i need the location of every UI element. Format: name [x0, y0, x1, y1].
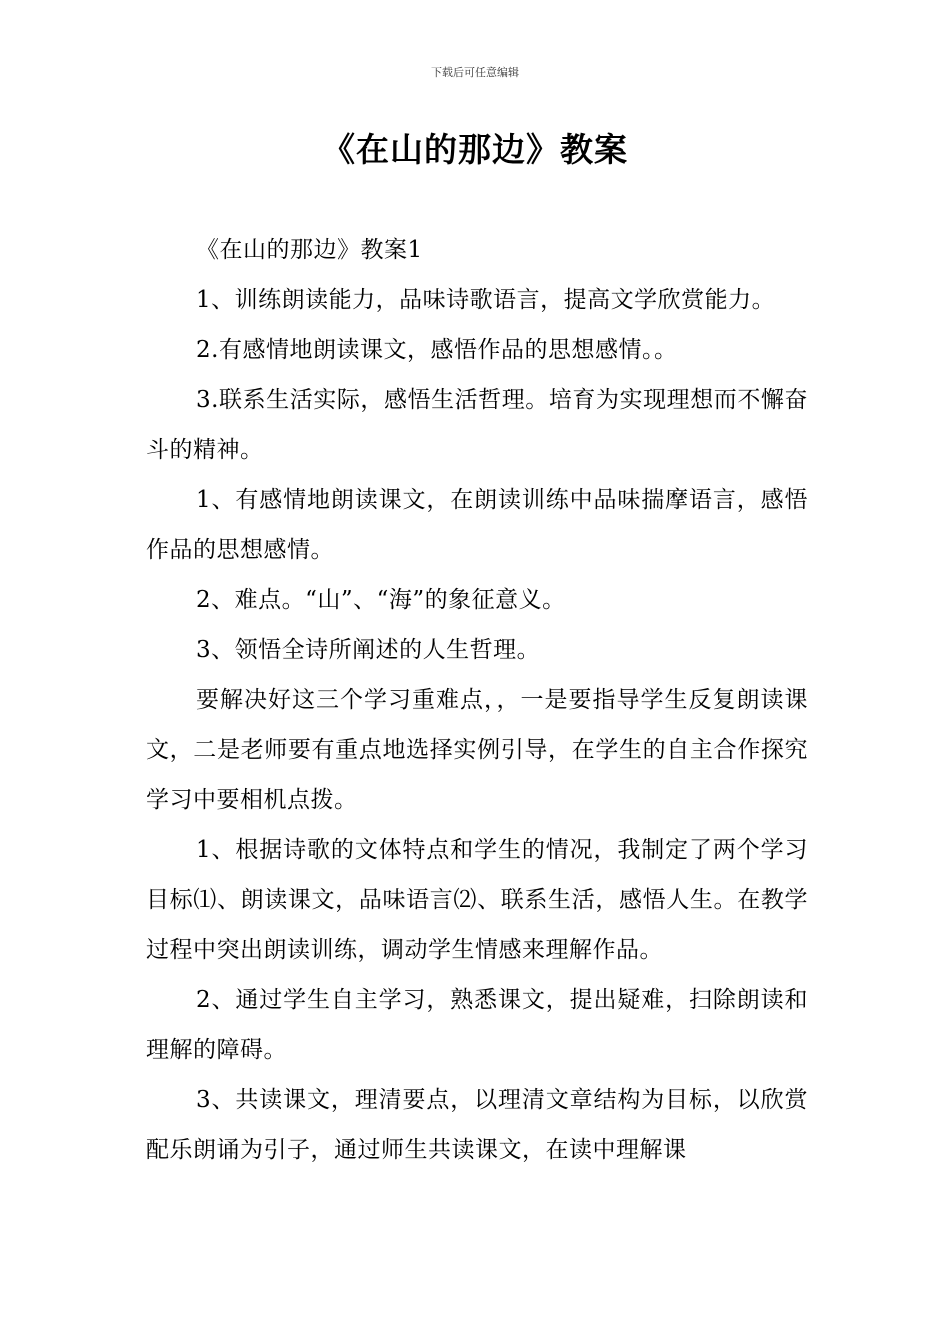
paragraph: 3.联系生活实际，感悟生活哲理。培育为实现理想而不懈奋斗的精神。 — [146, 387, 808, 463]
paragraph: 要解决好这三个学习重难点，，一是要指导学生反复朗读课文，二是老师要有重点地选择实例引导，在学生的自主合作探究学习中要相机点拨。 — [146, 687, 808, 813]
document-body — [146, 225, 808, 1175]
document-title: 《在山的那边》教案 — [322, 130, 628, 169]
paragraph: 2、通过学生自主学习，熟悉课文，提出疑难，扫除朗读和理解的障碍。 — [146, 987, 808, 1063]
paragraph: 2、难点。“山”、“海”的象征意义。 — [196, 587, 566, 613]
header-note: 下载后可任意编辑 — [431, 66, 519, 79]
paragraph: 2.有感情地朗读课文，感悟作品的思想感情。。 — [196, 337, 678, 363]
paragraph: 3、共读课文，理清要点，以理清文章结构为目标，以欣赏配乐朗诵为引子，通过师生共读课文，在读中理解课 — [146, 1087, 808, 1163]
paragraph: 1、训练朗读能力，品味诗歌语言，提高文学欣赏能力。 — [196, 287, 776, 313]
paragraph: 1、有感情地朗读课文，在朗读训练中品味揣摩语言，感悟作品的思想感情。 — [146, 487, 808, 563]
paragraph: 3、领悟全诗所阐述的人生哲理。 — [196, 637, 541, 663]
paragraph: 1、根据诗歌的文体特点和学生的情况，我制定了两个学习目标⑴、朗读课文，品味语言⑵、联系生活，感悟人生。在教学过程中突出朗读训练，调动学生情感来理解作品。 — [146, 837, 808, 963]
paragraph: 《在山的那边》教案1 — [196, 237, 423, 263]
